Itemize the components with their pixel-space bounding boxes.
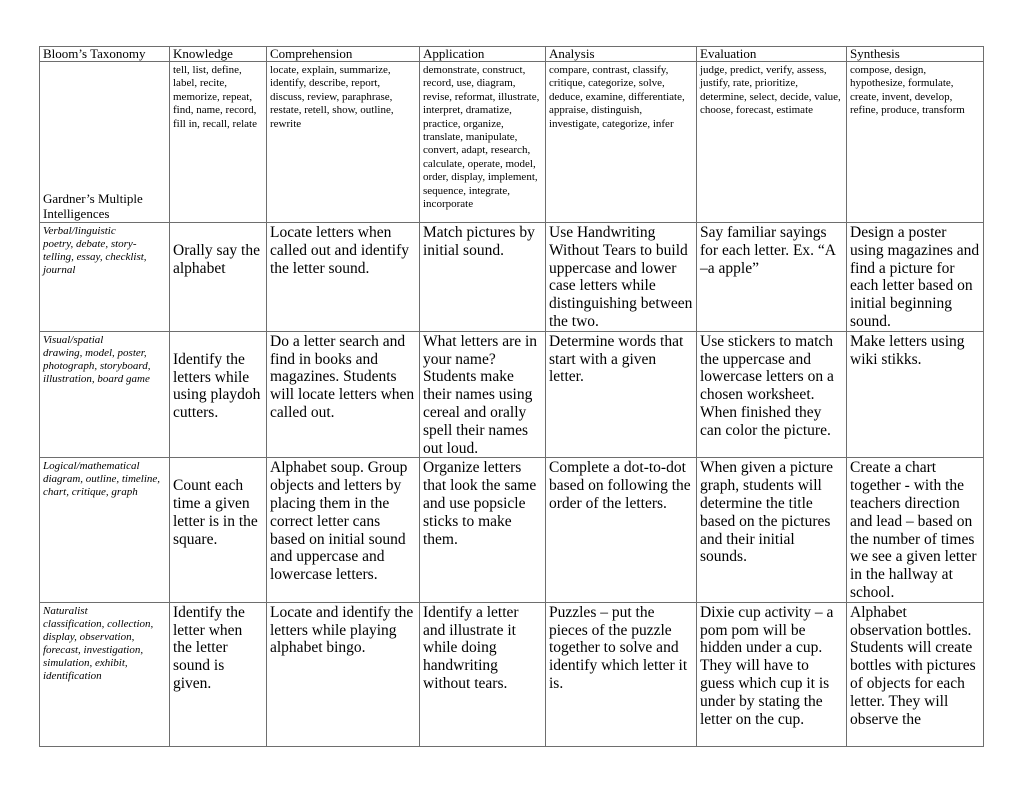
cell-naturalist-application: Identify a letter and illustrate it while doing handwriting without tears. xyxy=(420,602,546,746)
corner-header-blooms-taxonomy: Bloom’s Taxonomy xyxy=(40,47,170,62)
col-header-knowledge: Knowledge xyxy=(170,47,267,62)
corner-footer-gardners-multiple-intelligences: Gardner’s Multiple Intelligences xyxy=(40,62,170,223)
cell-logical-synthesis: Create a chart together - with the teachers direction and lead – based on the number of times we see a given letter in the hallway at school. xyxy=(847,458,984,602)
cell-naturalist-comprehension: Locate and identify the letters while playing alphabet bingo. xyxy=(267,602,420,746)
cell-logical-knowledge: Count each time a given letter is in the square. xyxy=(170,458,267,602)
cell-verbal-comprehension: Locate letters when called out and identify the letter sound. xyxy=(267,223,420,332)
intelligence-examples: diagram, outline, timeline, chart, critique, graph xyxy=(43,473,161,499)
verbs-row xyxy=(40,62,984,223)
intelligence-name: Verbal/linguistic xyxy=(43,225,116,237)
blooms-gardner-matrix-table xyxy=(39,46,984,747)
verbs-synthesis: compose, design, hypothesize, formulate, create, invent, develop, refine, produce, transform xyxy=(847,62,984,223)
cell-verbal-application: Match pictures by initial sound. xyxy=(420,223,546,332)
cell-verbal-synthesis: Design a poster using magazines and find a picture for each letter based on initial beginning sound. xyxy=(847,223,984,332)
cell-visual-synthesis: Make letters using wiki stikks. xyxy=(847,331,984,458)
cell-verbal-analysis: Use Handwriting Without Tears to build uppercase and lower case letters while distinguishing between the two. xyxy=(546,223,697,332)
verbs-analysis: compare, contrast, classify, critique, categorize, solve, deduce, examine, differentiate, appraise, distinguish, investigate, categorize, infer xyxy=(546,62,697,223)
cell-naturalist-synthesis: Alphabet observation bottles. Students will create bottles with pictures of objects for each letter. They will observe the xyxy=(847,602,984,746)
intelligence-examples: drawing, model, poster, photograph, storyboard, illustration, board game xyxy=(43,346,151,385)
cell-visual-knowledge: Identify the letters while using playdoh cutters. xyxy=(170,331,267,458)
row-verbal-linguistic xyxy=(40,223,984,332)
cell-logical-analysis: Complete a dot-to-dot based on following the order of the letters. xyxy=(546,458,697,602)
verbs-application: demonstrate, construct, record, use, diagram, revise, reformat, illustrate, interpret, dramatize, practice, organize, translate, manipulate, convert, adapt, research, calculate, operate, model, order, display, implement, sequence, integrate, incorporate xyxy=(420,62,546,223)
verbs-knowledge: tell, list, define, label, recite, memorize, repeat, find, name, record, fill in, recall, relate xyxy=(170,62,267,223)
cell-naturalist-evaluation: Dixie cup activity – a pom pom will be hidden under a cup. They will have to guess which cup it is under by stating the letter on the cup. xyxy=(697,602,847,746)
cell-visual-comprehension: Do a letter search and find in books and magazines. Students will locate letters when called out. xyxy=(267,331,420,458)
cell-logical-comprehension: Alphabet soup. Group objects and letters by placing them in the correct letter cans based on initial sound and uppercase and lowercase letters. xyxy=(267,458,420,602)
row-logical-mathematical xyxy=(40,458,984,602)
rowlabel-visual-spatial xyxy=(40,331,170,458)
col-header-synthesis: Synthesis xyxy=(847,47,984,62)
row-naturalist xyxy=(40,602,984,746)
cell-naturalist-knowledge: Identify the letter when the letter sound is given. xyxy=(170,602,267,746)
intelligence-name: Logical/mathematical xyxy=(43,460,140,473)
col-header-comprehension: Comprehension xyxy=(267,47,420,62)
header-row xyxy=(40,47,984,62)
cell-logical-application: Organize letters that look the same and use popsicle sticks to make them. xyxy=(420,458,546,602)
col-header-analysis: Analysis xyxy=(546,47,697,62)
verbs-comprehension: locate, explain, summarize, identify, describe, report, discuss, review, paraphrase, restate, retell, show, outline, rewrite xyxy=(267,62,420,223)
intelligence-examples: poetry, debate, story-telling, essay, checklist, journal xyxy=(43,238,147,276)
cell-verbal-knowledge: Orally say the alphabet xyxy=(170,223,267,332)
cell-naturalist-analysis: Puzzles – put the pieces of the puzzle together to solve and identify which letter it is. xyxy=(546,602,697,746)
verbs-evaluation: judge, predict, verify, assess, justify, rate, prioritize, determine, select, decide, value, choose, forecast, estimate xyxy=(697,62,847,223)
col-header-application: Application xyxy=(420,47,546,62)
cell-visual-evaluation: Use stickers to match the uppercase and lowercase letters on a chosen worksheet. When finished they can color the picture. xyxy=(697,331,847,458)
cell-logical-evaluation: When given a picture graph, students will determine the title based on the pictures and their initial sounds. xyxy=(697,458,847,602)
cell-verbal-evaluation: Say familiar sayings for each letter. Ex. “A –a apple” xyxy=(697,223,847,332)
cell-visual-analysis: Determine words that start with a given letter. xyxy=(546,331,697,458)
intelligence-name: Visual/spatial xyxy=(43,333,104,346)
intelligence-examples: classification, collection, display, observation, forecast, investigation, simulation, exhibit, identification xyxy=(43,617,154,682)
cell-visual-application: What letters are in your name? Students make their names using cereal and orally spell their names out loud. xyxy=(420,331,546,458)
rowlabel-logical-mathematical xyxy=(40,458,170,602)
intelligence-name: Naturalist xyxy=(43,604,88,617)
rowlabel-verbal-linguistic xyxy=(40,223,170,332)
col-header-evaluation: Evaluation xyxy=(697,47,847,62)
rowlabel-naturalist xyxy=(40,602,170,746)
row-visual-spatial xyxy=(40,331,984,458)
